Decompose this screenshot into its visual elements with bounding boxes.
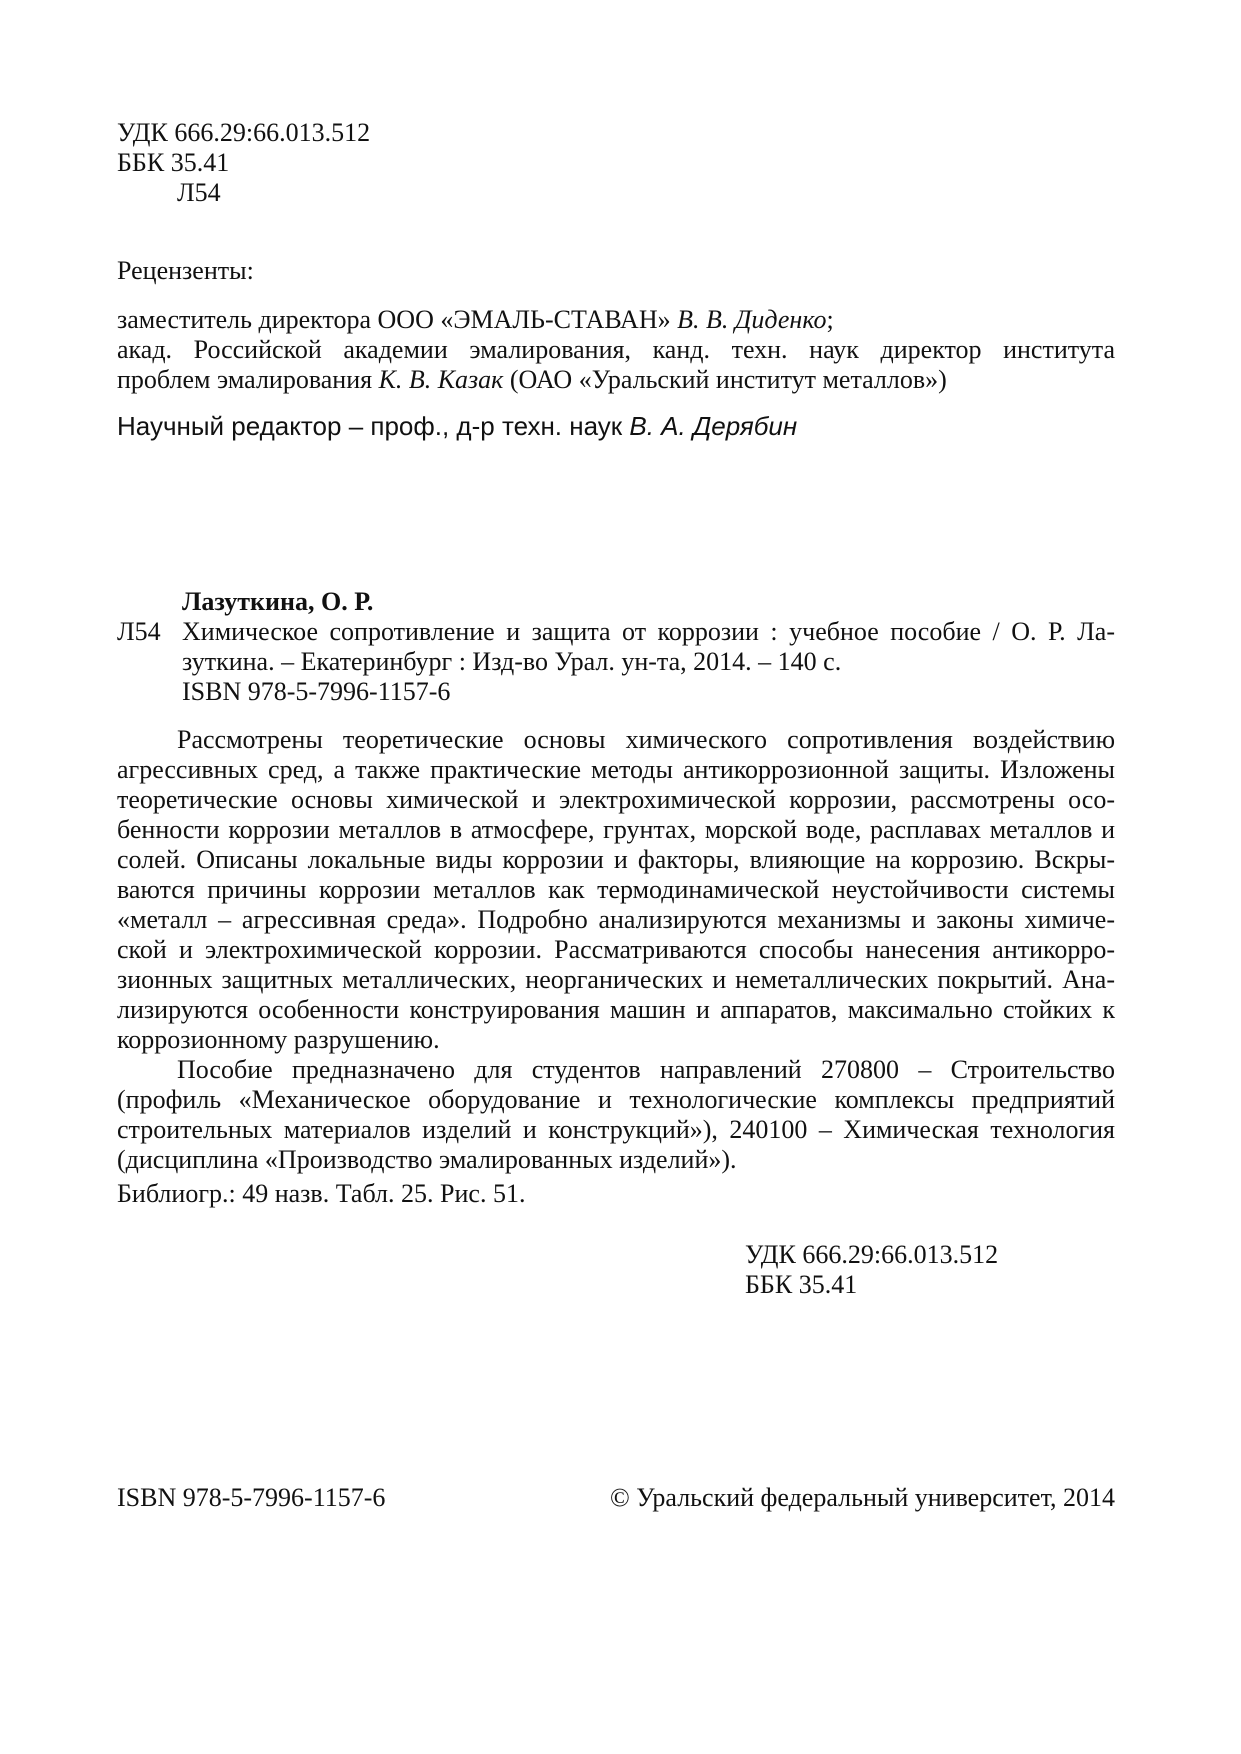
abstract-p1-line: ваются причины коррозии металлов как термодинамической неустойчивости системы (117, 875, 1115, 904)
record-isbn: ISBN 978-5-7996-1157-6 (182, 677, 451, 706)
abstract-paragraph-1 (117, 725, 1115, 1055)
abstract-p1-line: зионных защитных металлических, неорганических и неметаллических покрытий. Ана- (117, 965, 1115, 994)
abstract-p2-line: строительных материалов изделий и конструкций»), 240100 – Химическая технология (117, 1115, 1115, 1144)
abstract-p2-line: (дисциплина «Производство эмалированных изделий»). (117, 1145, 737, 1174)
record-title-line2: зуткина. – Екатеринбург : Изд-во Урал. ун-та, 2014. – 140 с. (182, 647, 842, 676)
reviewer-2-line1: акад. Российской академии эмалирования, канд. техн. наук директор института (117, 335, 1115, 364)
abstract-p2-line: Пособие предназначено для студентов направлений 270800 – Строительство (177, 1055, 1115, 1084)
bibliographic-record (182, 617, 1115, 707)
header-classification (117, 118, 370, 208)
author-heading: Лазуткина, О. Р. (182, 587, 374, 616)
abstract-p1-line: ской и электрохимической коррозии. Рассматриваются способы нанесения антикорро- (117, 935, 1115, 964)
abstract-p2-line: (профиль «Механическое оборудование и технологические комплексы предприятий (117, 1085, 1115, 1114)
reviewer-2-line2: проблем эмалирования К. В. Казак (ОАО «Уральский институт металлов») (117, 365, 947, 394)
bibliography-note: Библиогр.: 49 назв. Табл. 25. Рис. 51. (117, 1179, 526, 1208)
reviewers-list (117, 305, 1115, 395)
abstract-p1-line: коррозионному разрушению. (117, 1025, 440, 1054)
abstract-p1-line: «металл – агрессивная среда». Подробно анализируются механизмы и законы химиче- (117, 905, 1115, 934)
abstract-p1-line: бенности коррозии металлов в атмосфере, грунтах, морской воде, расплавах металлов и (117, 815, 1115, 844)
reviewer-1-name: В. В. Диденко (677, 305, 827, 334)
abstract-p1-line: теоретические основы химической и электрохимической коррозии, рассмотрены осо- (117, 785, 1115, 814)
classification-bbk: ББК 35.41 (745, 1270, 858, 1299)
header-udk: УДК 666.29:66.013.512 (117, 118, 371, 147)
abstract-paragraph-2 (117, 1055, 1115, 1175)
abstract-p1-line: агрессивных сред, а также практические методы антикоррозионной защиты. Изложены (117, 755, 1115, 784)
reviewers-label: Рецензенты: (117, 256, 254, 285)
reviewer-2-name: К. В. Казак (378, 365, 504, 394)
abstract (117, 725, 1115, 1175)
footer-copyright: © Уральский федеральный университет, 2014 (610, 1483, 1115, 1512)
abstract-p1-line: Рассмотрены теоретические основы химического сопротивления воздействию (177, 725, 1115, 754)
header-author-code: Л54 (177, 178, 221, 207)
footer-isbn: ISBN 978-5-7996-1157-6 (117, 1483, 386, 1512)
classification-block (745, 1240, 998, 1300)
record-title-line1: Химическое сопротивление и защита от коррозии : учебное пособие / О. Р. Ла- (182, 617, 1115, 646)
reviewer-1: заместитель директора ООО «ЭМАЛЬ-СТАВАН» В. В. Диденко; (117, 305, 834, 334)
bibliographic-code: Л54 (117, 617, 161, 646)
abstract-p1-line: солей. Описаны локальные виды коррозии и факторы, влияющие на коррозию. Вскры- (117, 845, 1115, 874)
scientific-editor: Научный редактор – проф., д-р техн. наук В. А. Дерябин (117, 411, 798, 441)
editor-name: В. А. Дерябин (629, 411, 798, 441)
abstract-p1-line: лизируются особенности конструирования машин и аппаратов, максимально стойких к (117, 995, 1115, 1024)
classification-udk: УДК 666.29:66.013.512 (745, 1240, 999, 1269)
header-bbk: ББК 35.41 (117, 148, 230, 177)
